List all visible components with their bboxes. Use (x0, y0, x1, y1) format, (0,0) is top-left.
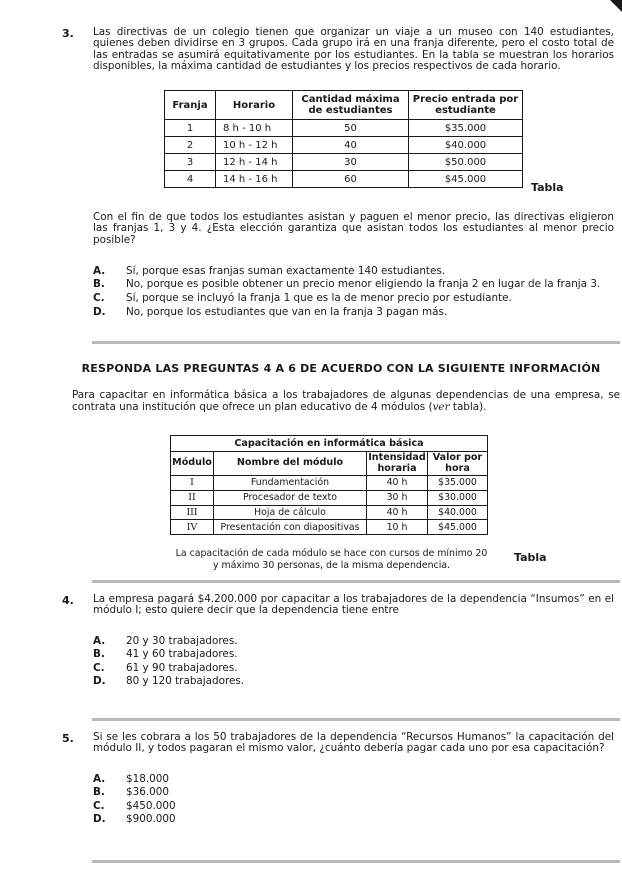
table-row (171, 476, 488, 491)
question-number: 3. (62, 27, 74, 40)
table-cell: 1 (165, 120, 216, 137)
option-text: $900.000 (126, 813, 176, 826)
option-letter: D. (93, 813, 106, 826)
table-note-line: La capacitación de cada módulo se hace con cursos de mínimo 20 (175, 548, 488, 559)
option-b[interactable] (93, 648, 614, 662)
table-cell: 40 h (367, 476, 428, 491)
question-number: 5. (62, 732, 74, 745)
table-cell: $45.000 (409, 171, 523, 188)
answer-options (93, 773, 614, 827)
option-text: $450.000 (126, 799, 176, 812)
option-text: No, porque los estudiantes que van en la franja 3 pagan más. (126, 305, 448, 318)
table-header: Intensidad horaria (368, 452, 426, 474)
table-cell: Fundamentación (214, 476, 367, 491)
table-cell: IV (171, 520, 214, 535)
info-paragraph (72, 390, 620, 413)
option-letter: D. (93, 305, 106, 318)
table-cell: $30.000 (428, 490, 488, 505)
question-stem: Las directivas de un colegio tienen que organizar un viaje a un museo con 140 estudiantes, quienes deben dividirse en 3 grupos. Cada grupo irá en una franja diferente, pero el costo total de las entradas se asumirá equitativamente por los estudiantes. En la tabla se muestran los horarios disponibles, la máxima cantidad de estudiantes y los precios respectivos de cada horario. (93, 26, 614, 72)
table-cell: 10 h (367, 520, 428, 535)
table-caption: Capacitación en informática básica (171, 436, 488, 452)
table-cell: 10 h - 12 h (216, 137, 293, 154)
table-cell: 30 (293, 154, 409, 171)
table-cell: $35.000 (428, 476, 488, 491)
table-note (165, 548, 498, 572)
option-d[interactable] (93, 813, 614, 827)
question-number: 4. (62, 594, 74, 607)
table-cell: Procesador de texto (214, 490, 367, 505)
divider (92, 718, 620, 721)
table-cell: Hoja de cálculo (214, 505, 367, 520)
option-letter: B. (93, 278, 105, 291)
table-row (165, 137, 523, 154)
option-text: $36.000 (126, 786, 169, 799)
option-text: 20 y 30 trabajadores. (126, 634, 238, 647)
table-row (165, 154, 523, 171)
table-row (165, 171, 523, 188)
option-letter: A. (93, 772, 106, 785)
table-cell: 50 (293, 120, 409, 137)
table-row (171, 520, 488, 535)
modules-table (170, 435, 488, 535)
question-5 (62, 732, 614, 827)
option-text: No, porque es posible obtener un precio menor eligiendo la franja 2 en lugar de la franja 3. (126, 278, 601, 291)
option-text: 41 y 60 trabajadores. (126, 648, 238, 661)
table-cell: $35.000 (409, 120, 523, 137)
option-a[interactable] (93, 635, 614, 649)
table-row (171, 490, 488, 505)
table-header: Franja (165, 91, 216, 120)
divider (92, 580, 620, 583)
option-text: 61 y 90 trabajadores. (126, 661, 238, 674)
option-letter: C. (93, 292, 105, 305)
question-4 (62, 594, 614, 689)
option-a[interactable] (93, 773, 614, 787)
table-cell: $50.000 (409, 154, 523, 171)
option-d[interactable] (93, 675, 614, 689)
divider (92, 860, 620, 863)
table-cell: 8 h - 10 h (216, 120, 293, 137)
option-text: $18.000 (126, 772, 169, 785)
table-cell: 4 (165, 171, 216, 188)
option-letter: A. (93, 634, 106, 647)
table-cell: 60 (293, 171, 409, 188)
option-text: 80 y 120 trabajadores. (126, 675, 245, 688)
option-letter: B. (93, 786, 105, 799)
question-stem: La empresa pagará $4.200.000 por capacitar a los trabajadores de la dependencia “Insumos” en el módulo I; esto quiere decir que la dependencia tiene entre (93, 593, 614, 617)
corner-mark (610, 0, 622, 12)
table-row (165, 120, 523, 137)
option-d[interactable] (93, 306, 614, 320)
option-letter: A. (93, 264, 106, 277)
answer-options (93, 265, 614, 319)
table-cell: 2 (165, 137, 216, 154)
table-cell: 40 (293, 137, 409, 154)
table-cell: 12 h - 14 h (216, 154, 293, 171)
table-cell: II (171, 490, 214, 505)
table-cell: $40.000 (409, 137, 523, 154)
table-cell: Presentación con diapositivas (214, 520, 367, 535)
table-label: Tabla (531, 181, 564, 194)
table-cell: $40.000 (428, 505, 488, 520)
answer-options (93, 635, 614, 689)
table-header: Precio entrada por estudiante (409, 91, 523, 120)
info-paragraph-end: tabla). (449, 400, 487, 413)
option-letter: C. (93, 799, 105, 812)
divider (92, 341, 620, 344)
option-c[interactable] (93, 662, 614, 676)
question-stem: Si se les cobrara a los 50 trabajadores de la dependencia “Recursos Humanos” la capacitación del módulo II, y todos pagaran el mismo valor, ¿cuánto debería pagar cada uno por esa capacitación? (93, 731, 614, 755)
option-b[interactable] (93, 786, 614, 800)
info-paragraph-text: Para capacitar en informática básica a los trabajadores de algunas dependencias de una empresa, se contrata una institución que ofrece un plan educativo de 4 módulos ( (72, 389, 620, 413)
info-paragraph-ver: ver (432, 400, 450, 413)
option-letter: C. (93, 661, 105, 674)
question-3 (62, 27, 614, 72)
table-header: Nombre del módulo (214, 452, 367, 476)
table-header: Horario (216, 91, 293, 120)
question-3-body (62, 212, 614, 319)
table-cell: 14 h - 16 h (216, 171, 293, 188)
option-a[interactable] (93, 265, 614, 279)
table-cell: 40 h (367, 505, 428, 520)
option-letter: D. (93, 675, 106, 688)
option-c[interactable] (93, 800, 614, 814)
option-c[interactable] (93, 292, 614, 306)
table-note-line: y máximo 30 personas, de la misma dependencia. (212, 560, 451, 571)
table-row (171, 505, 488, 520)
table-cell: I (171, 476, 214, 491)
table-header: Cantidad máxima de estudiantes (293, 91, 409, 120)
question-prompt: Con el fin de que todos los estudiantes asistan y paguen el menor precio, las directivas eligieron las franjas 1, 3 y 4. ¿Esta elección garantiza que asistan todos los estudiantes al menor precio posible? (93, 211, 614, 246)
option-b[interactable] (93, 278, 614, 292)
option-text: Sí, porque esas franjas suman exactamente 140 estudiantes. (126, 264, 446, 277)
table-cell: $45.000 (428, 520, 488, 535)
table-cell: 30 h (367, 490, 428, 505)
table-cell: III (171, 505, 214, 520)
section-heading: RESPONDA LAS PREGUNTAS 4 A 6 DE ACUERDO CON LA SIGUIENTE INFORMACIÓN (81, 362, 601, 375)
option-letter: B. (93, 648, 105, 661)
table-label: Tabla (514, 551, 547, 564)
table-cell: 3 (165, 154, 216, 171)
table-header: Módulo (171, 452, 214, 476)
table-header: Valor por hora (428, 452, 488, 476)
franjas-table (164, 90, 523, 188)
option-text: Sí, porque se incluyó la franja 1 que es la de menor precio por estudiante. (126, 292, 512, 305)
